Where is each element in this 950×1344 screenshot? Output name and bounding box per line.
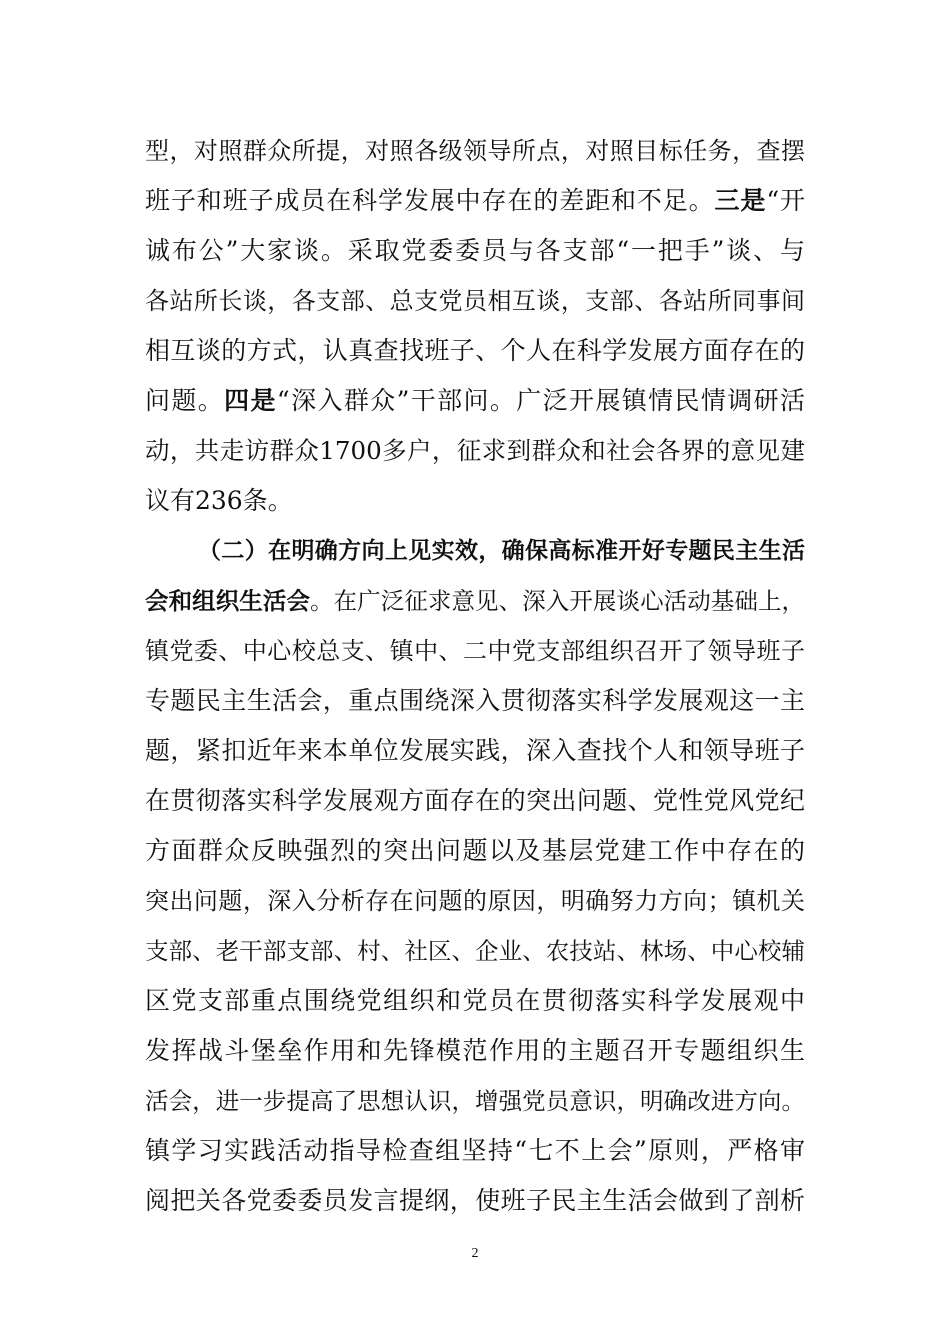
text-line: 镇党委、中心校总支、镇中、二中党支部组织召开了领导班子 [145, 637, 805, 665]
text-line: 突出问题，深入分析存在问题的原因，明确努力方向；镇机关 [145, 887, 805, 915]
text-line: 题，紧扣近年来本单位发展实践，深入查找个人和领导班子 [145, 736, 805, 765]
bold-marker: 三是 [714, 186, 767, 215]
text-line: 各站所长谈，各支部、总支党员相互谈，支部、各站所同事间 [145, 287, 805, 315]
text-line: 会和组织生活会。在广泛征求意见、深入开展谈心活动基础上， [145, 587, 806, 615]
text-line: 支部、老干部支部、村、社区、企业、农技站、林场、中心校辅 [145, 937, 805, 965]
section-heading-end: 会和组织生活会 [145, 587, 311, 615]
text-line: 型，对照群众所提，对照各级领导所点，对照目标任务，查摆 [145, 137, 805, 165]
text-line: 发挥战斗堡垒作用和先锋模范作用的主题召开专题组织生 [145, 1036, 805, 1065]
text-line: 区党支部重点围绕党组织和党员在贯彻落实科学发展观中 [145, 986, 805, 1015]
text-line: 在贯彻落实科学发展观方面存在的突出问题、党性党风党纪 [145, 786, 805, 815]
text-line: 班子和班子成员在科学发展中存在的差距和不足。三是“开 [145, 186, 805, 215]
text-line: 动，共走访群众1700多户，征求到群众和社会各界的意见建 [145, 436, 805, 465]
bold-marker: 四是 [224, 386, 277, 415]
text-line: 议有236条。 [145, 486, 293, 515]
section-heading: （二）在明确方向上见实效，确保高标准开好专题民主生活 [198, 537, 805, 564]
page-number: 2 [471, 1246, 479, 1261]
text-line: 专题民主生活会，重点围绕深入贯彻落实科学发展观这一主 [145, 686, 805, 715]
text-line: 方面群众反映强烈的突出问题以及基层党建工作中存在的 [145, 836, 805, 865]
text-line: 问题。四是“深入群众”干部问。广泛开展镇情民情调研活 [145, 386, 805, 415]
text-line: 活会，进一步提高了思想认识，增强党员意识，明确改进方向。 [145, 1087, 805, 1115]
text-line: 诚布公”大家谈。采取党委委员与各支部“一把手”谈、与 [145, 236, 805, 265]
text-line: 镇学习实践活动指导检查组坚持“七不上会”原则，严格审 [145, 1136, 805, 1165]
text-line: 阅把关各党委委员发言提纲，使班子民主生活会做到了剖析 [145, 1186, 805, 1215]
text-line: 相互谈的方式，认真查找班子、个人在科学发展方面存在的 [145, 336, 805, 365]
